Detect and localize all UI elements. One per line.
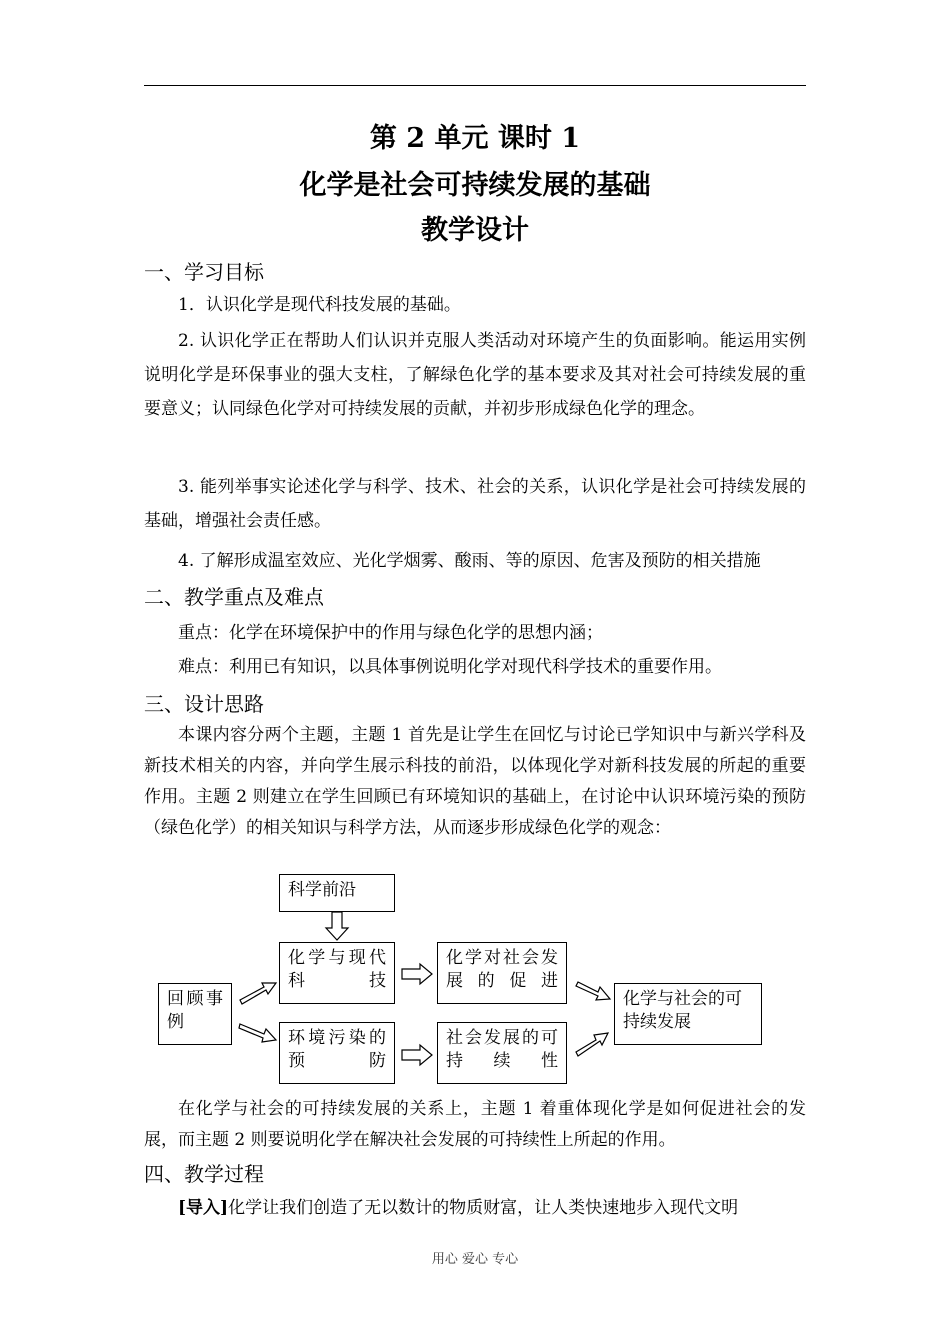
key-point: 重点：化学在环境保护中的作用与绿色化学的思想内涵；	[178, 623, 603, 643]
difficulty-point: 难点：利用已有知识，以具体事例说明化学对现代科学技术的重要作用。	[178, 657, 722, 677]
arrow-up-right-icon	[240, 983, 276, 1004]
diagram-box-chem-society-sustainable	[614, 983, 762, 1045]
after-diagram-paragraph: 在化学与社会的可持续发展的关系上，主题 1 着重体现化学是如何促进社会的发展，而主题 2 则要说明化学在解决社会发展的可持续性上所起的作用。	[144, 1099, 806, 1150]
objective-3: 3. 能列举事实论述化学与科学、技术、社会的关系，认识化学是社会可持续发展的基础，增强社会责任感。	[144, 477, 806, 531]
diagram-label: 科学前沿	[288, 880, 356, 900]
diagram-label: 社会发展的可持续性	[446, 1028, 558, 1071]
arrow-down-right-icon	[239, 1024, 276, 1042]
objective-1: 1．认识化学是现代科技发展的基础。	[178, 295, 461, 315]
arrow-right-icon	[402, 1045, 432, 1065]
intro-label: [导入]	[178, 1198, 229, 1218]
intro-text: 化学让我们创造了无以数计的物质财富，让人类快速地步入现代文明	[228, 1198, 739, 1218]
diagram-label: 化学与现代科技	[288, 948, 386, 991]
diagram-box-review-examples	[158, 983, 232, 1045]
diagram-label: 化学与社会的可持续发展	[623, 989, 742, 1032]
diagram-box-science-frontier	[279, 874, 395, 912]
section4-heading: 四、教学过程	[144, 1162, 264, 1186]
diagram-label: 回顾事例	[167, 989, 223, 1032]
diagram-box-env-pollution	[279, 1022, 395, 1084]
arrow-right-icon	[402, 964, 432, 984]
section1-heading: 一、学习目标	[144, 260, 264, 284]
diagram-label: 环境污染的预防	[288, 1028, 386, 1071]
section3-heading: 三、设计思路	[144, 692, 264, 716]
doc-title-sub: 教学设计	[421, 215, 529, 246]
objective-4: 4. 了解形成温室效应、光化学烟雾、酸雨、等的原因、危害及预防的相关措施	[178, 551, 761, 571]
diagram-box-chem-modern-tech	[279, 942, 395, 1004]
diagram-box-social-sustainability	[437, 1022, 567, 1084]
objective-2: 2. 认识化学正在帮助人们认识并克服人类活动对环境产生的负面影响。能运用实例说明化学是环保事业的强大支柱，了解绿色化学的基本要求及其对社会可持续发展的重要意义；认同绿色化学对可持续发展的贡献，并初步形成绿色化学的理念。	[144, 331, 806, 419]
diagram-box-chem-promotes-society	[437, 942, 567, 1004]
doc-title-unit: 第 2 单元 课时 1	[369, 123, 581, 154]
section2-heading: 二、教学重点及难点	[144, 585, 324, 609]
page-footer: 用心 爱心 专心	[431, 1252, 519, 1267]
intro-paragraph	[144, 1191, 806, 1225]
arrow-down-right-icon	[576, 982, 610, 1000]
design-paragraph: 本课内容分两个主题，主题 1 首先是让学生在回忆与讨论已学知识中与新兴学科及新技术相关的内容，并向学生展示科技的前沿，以体现化学对新科技发展的所起的重要作用。主题 2 则建立在学生回顾已有环境知识的基础上，在讨论中认识环境污染的预防（绿色化学）的相关知识与科学方法，从而逐步形成绿色化学的观念：	[144, 725, 806, 838]
diagram-label: 化学对社会发展的促进	[446, 948, 558, 991]
doc-title-main: 化学是社会可持续发展的基础	[299, 170, 651, 201]
arrow-up-right-icon	[576, 1033, 608, 1056]
arrow-down-icon	[326, 912, 348, 940]
